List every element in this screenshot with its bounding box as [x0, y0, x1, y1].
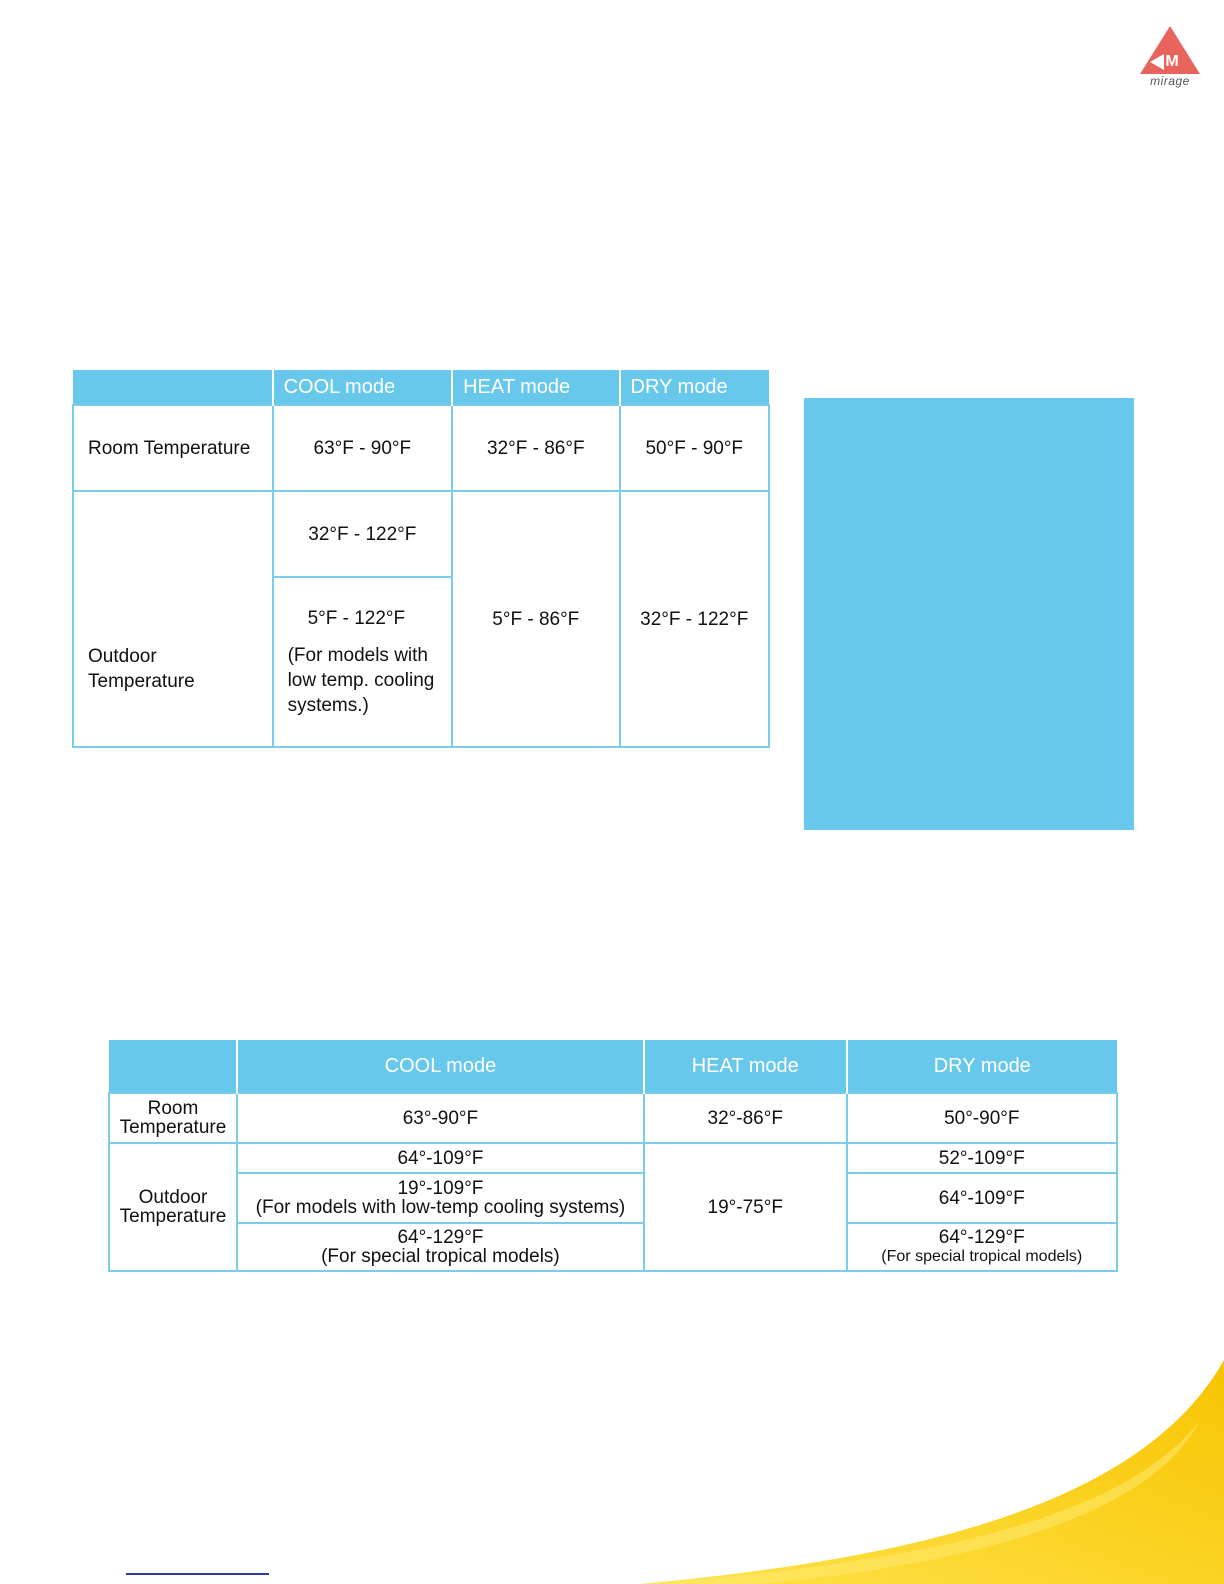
outdoor-cool-value-1: 64°-109°F	[237, 1143, 644, 1173]
header-cool-mode: COOL mode	[237, 1040, 644, 1093]
table-row-outdoor-3	[109, 1223, 1117, 1271]
outdoor-temperature-label	[109, 1143, 237, 1271]
room-label-line2: Temperature	[119, 1117, 227, 1138]
logo-letter: M	[1165, 53, 1179, 70]
outdoor-dry-cell-3	[847, 1223, 1117, 1271]
operating-temperature-table-1	[72, 370, 770, 748]
header-dry-mode: DRY mode	[620, 370, 770, 405]
outdoor-cool-note-b: (For models with low temp. cooling systems.)	[287, 645, 435, 716]
table-row-room	[109, 1093, 1117, 1143]
operating-temperature-table-2	[108, 1040, 1118, 1272]
table-row-room	[73, 405, 769, 491]
outdoor-label-line2: Temperature	[119, 1206, 227, 1227]
table-header-row	[109, 1040, 1117, 1093]
outdoor-label-line1: Outdoor	[88, 646, 157, 667]
outdoor-dry-value-3: 64°-129°F	[938, 1227, 1025, 1248]
outdoor-heat-value: 5°F - 86°F	[452, 491, 619, 747]
outdoor-cool-value-b: 5°F - 122°F	[307, 608, 406, 629]
header-empty	[109, 1040, 237, 1093]
room-temperature-label	[109, 1093, 237, 1143]
room-label-line1: Room	[147, 1098, 199, 1119]
outdoor-cool-value-a: 32°F - 122°F	[273, 491, 453, 577]
outdoor-cool-cell-3	[237, 1223, 644, 1271]
blue-side-panel	[804, 398, 1134, 830]
logo-triangle-icon	[1138, 24, 1202, 76]
outdoor-dry-value: 32°F - 122°F	[620, 491, 770, 747]
logo-wordmark: mirage	[1150, 74, 1190, 88]
table-row-outdoor-2	[109, 1173, 1117, 1223]
outdoor-heat-value: 19°-75°F	[644, 1143, 847, 1271]
table-row-outdoor-a	[73, 491, 769, 577]
room-heat-value: 32°F - 86°F	[452, 405, 619, 491]
outdoor-cool-cell-2	[237, 1173, 644, 1223]
outdoor-dry-value-2: 64°-109°F	[847, 1173, 1117, 1223]
header-heat-mode: HEAT mode	[644, 1040, 847, 1093]
outdoor-temperature-label	[73, 491, 273, 747]
outdoor-cool-note-2: (For models with low-temp cooling systems)	[255, 1197, 626, 1218]
room-dry-value: 50°-90°F	[847, 1093, 1117, 1143]
header-heat-mode: HEAT mode	[452, 370, 619, 405]
room-cool-value: 63°F - 90°F	[273, 405, 453, 491]
yellow-swoosh-decoration	[600, 1360, 1224, 1584]
outdoor-label-line1: Outdoor	[138, 1187, 208, 1208]
room-cool-value: 63°-90°F	[237, 1093, 644, 1143]
header-dry-mode: DRY mode	[847, 1040, 1117, 1093]
room-temperature-label: Room Temperature	[73, 405, 273, 491]
mirage-logo	[1138, 24, 1202, 94]
outdoor-dry-note-3: (For special tropical models)	[881, 1248, 1083, 1265]
outdoor-cool-value-2: 19°-109°F	[397, 1178, 484, 1199]
outdoor-cool-value-3: 64°-129°F	[397, 1227, 484, 1248]
room-heat-value: 32°-86°F	[644, 1093, 847, 1143]
table-header-row	[73, 370, 769, 405]
outdoor-label-line2: Temperature	[88, 671, 195, 692]
table-row-outdoor-1	[109, 1143, 1117, 1173]
header-cool-mode: COOL mode	[273, 370, 453, 405]
outdoor-cool-cell-b	[273, 577, 453, 747]
outdoor-cool-note-3: (For special tropical models)	[321, 1246, 560, 1267]
footer-link-underline[interactable]	[126, 1573, 269, 1575]
outdoor-dry-value-1: 52°-109°F	[847, 1143, 1117, 1173]
room-dry-value: 50°F - 90°F	[620, 405, 770, 491]
header-empty	[73, 370, 273, 405]
